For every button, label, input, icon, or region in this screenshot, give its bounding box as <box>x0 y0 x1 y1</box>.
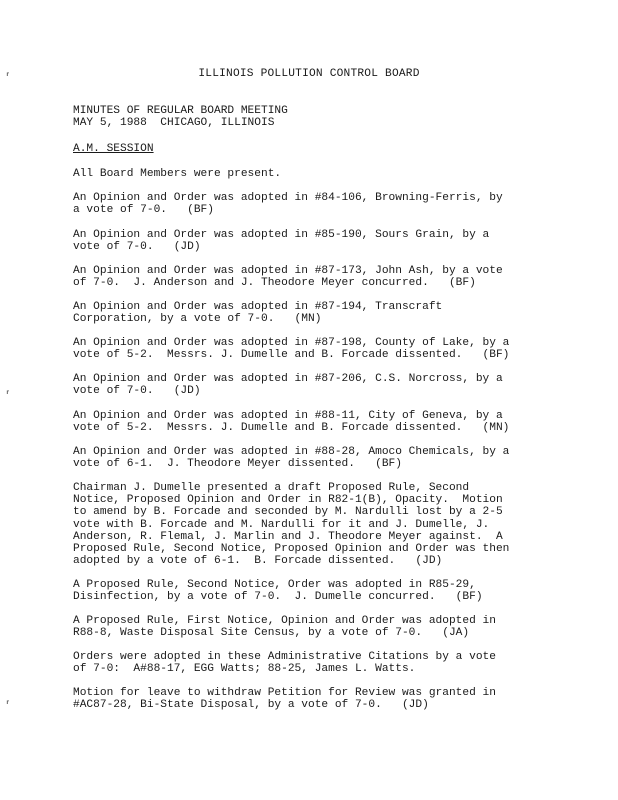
minutes-heading <box>73 105 288 129</box>
paragraph: A Proposed Rule, Second Notice, Order was adopted in R85-29, Disinfection, by a vote of 7-0. J. Dumelle concurred. (BF) <box>73 579 483 604</box>
paragraph: All Board Members were present. <box>73 168 282 180</box>
paragraph: An Opinion and Order was adopted in #87-206, C.S. Norcross, by a vote of 7-0. (JD) <box>73 373 503 398</box>
minutes-heading-line1: MINUTES OF REGULAR BOARD MEETING <box>73 105 288 117</box>
minutes-heading-line2: MAY 5, 1988 CHICAGO, ILLINOIS <box>73 117 275 130</box>
paragraph: An Opinion and Order was adopted in #88-11, City of Geneva, by a vote of 5-2. Messrs. J. Dumelle and B. Forcade dissented. (MN) <box>73 410 510 435</box>
paragraph: An Opinion and Order was adopted in #84-106, Browning-Ferris, by a vote of 7-0. (BF) <box>73 192 503 217</box>
session-heading: A.M. SESSION <box>73 143 154 155</box>
paragraph: Orders were adopted in these Administrative Citations by a vote of 7-0: A#88-17, EGG Watts; 88-25, James L. Watts. <box>73 651 496 676</box>
paragraph: An Opinion and Order was adopted in #85-190, Sours Grain, by a vote of 7-0. (JD) <box>73 229 490 254</box>
paragraph: Chairman J. Dumelle presented a draft Proposed Rule, Second Notice, Proposed Opinion and Order in R82-1(B), Opacity. Motion to amend by B. Forcade and seconded by M. Nardulli lost by a 2-5 vote with B. Forcade and M. Nardulli for it and J. Dumelle, J. Anderson, R. Flemal, J. Marlin and J. Theodore Meyer against. A Proposed Rule, Second Notice, Proposed Opinion and Order was then adopted by a vote of 6-1. B. Forcade dissented. (JD) <box>73 482 510 568</box>
scan-mark-bottom: ⸢ <box>6 700 10 711</box>
paragraph: An Opinion and Order was adopted in #87-173, John Ash, by a vote of 7-0. J. Anderson and J. Theodore Meyer concurred. (BF) <box>73 265 503 290</box>
scan-mark-middle: ⸢ <box>6 390 10 401</box>
board-title: ILLINOIS POLLUTION CONTROL BOARD <box>198 68 420 80</box>
paragraph: An Opinion and Order was adopted in #87-194, Transcraft Corporation, by a vote of 7-0. (MN) <box>73 301 443 326</box>
paragraph: An Opinion and Order was adopted in #88-28, Amoco Chemicals, by a vote of 6-1. J. Theodore Meyer dissented. (BF) <box>73 446 510 471</box>
paragraph: Motion for leave to withdraw Petition for Review was granted in #AC87-28, Bi-State Disposal, by a vote of 7-0. (JD) <box>73 687 496 712</box>
paragraph: A Proposed Rule, First Notice, Opinion and Order was adopted in R88-8, Waste Disposal Site Census, by a vote of 7-0. (JA) <box>73 615 496 640</box>
paragraph: An Opinion and Order was adopted in #87-198, County of Lake, by a vote of 5-2. Messrs. J. Dumelle and B. Forcade dissented. (BF) <box>73 337 510 362</box>
scan-mark-top: ⸢ <box>6 72 10 83</box>
